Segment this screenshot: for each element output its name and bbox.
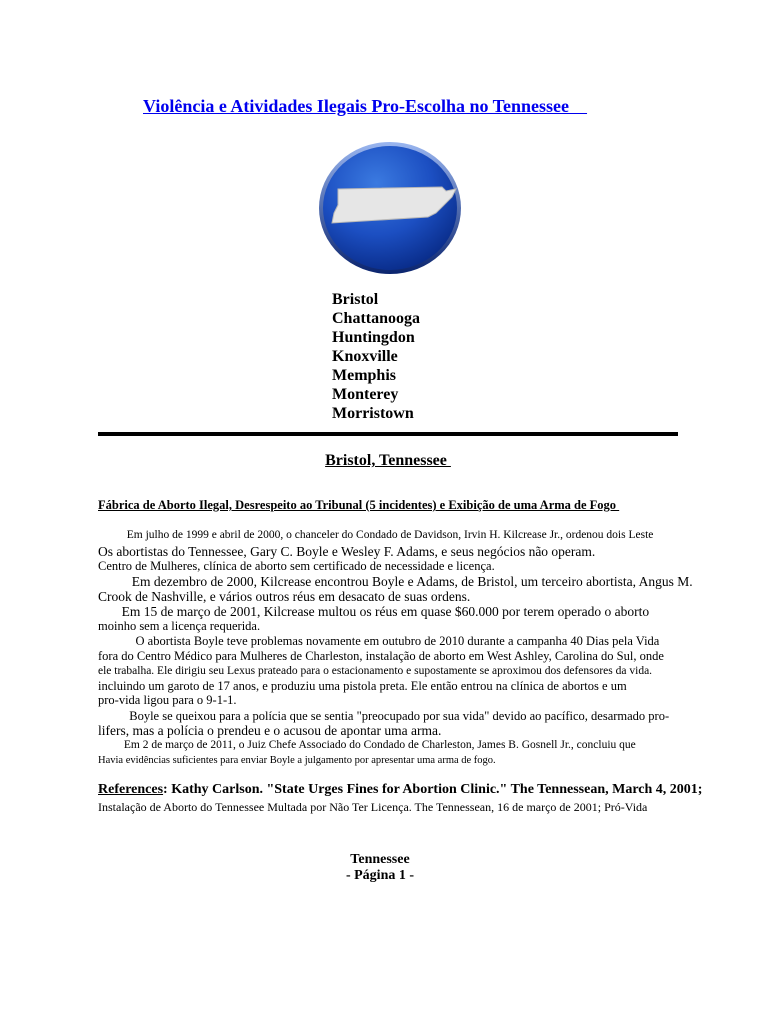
article-line: Em 15 de março de 2001, Kilcrease multou os réus em quase $60.000 por terem operado o aborto [98, 604, 650, 619]
page-title-link[interactable]: Violência e Atividades Ilegais Pro-Escolha no Tennessee [143, 96, 588, 116]
article-line: moinho sem a licença requerida. [98, 619, 261, 633]
article-line: ele trabalha. Ele dirigiu seu Lexus prateado para o estacionamento e supostamente se aproximou dos defensores da vida. [98, 665, 653, 677]
article-subheading: Fábrica de Aborto Ilegal, Desrespeito ao Tribunal (5 incidentes) e Exibição de uma Arma de Fogo [98, 498, 620, 512]
section-heading: Bristol, Tennessee [325, 452, 451, 469]
article-line: incluindo um garoto de 17 anos, e produziu uma pistola preta. Ele então entrou na clínica de abortos e um [98, 679, 627, 693]
article-line: O abortista Boyle teve problemas novamente em outubro de 2010 durante a campanha 40 Dias pela Vida [98, 634, 660, 648]
references-lead: : Kathy Carlson. "State Urges Fines for Abortion Clinic." The Tennessean, March 4, 2001; [163, 782, 703, 797]
city-link-chattanooga[interactable]: Chattanooga [332, 310, 421, 327]
article-line: Em 2 de março de 2011, o Juiz Chefe Associado do Condado de Charleston, James B. Gosnell Jr., concluiu que [98, 739, 636, 751]
article-line: Os abortistas do Tennessee, Gary C. Boyle e Wesley F. Adams, e seus negócios não operam. [98, 544, 596, 559]
page-number: - Página 1 - [345, 868, 415, 883]
article-line: fora do Centro Médico para Mulheres de Charleston, instalação de aborto em West Ashley, Carolina do Sul, onde [98, 649, 664, 663]
article-line: lifers, mas a polícia o prendeu e o acusou de apontar uma arma. [98, 723, 442, 738]
article-line: pro-vida ligou para o 9-1-1. [98, 693, 237, 707]
article-line: Havia evidências suficientes para enviar Boyle a julgamento por apresentar uma arma de fogo. [98, 755, 496, 766]
city-link-huntingdon[interactable]: Huntingdon [332, 329, 415, 346]
horizontal-divider [98, 432, 678, 436]
city-link-monterey[interactable]: Monterey [332, 386, 399, 403]
city-list [332, 290, 420, 423]
references-line [98, 782, 702, 798]
tennessee-map-icon [318, 141, 463, 275]
city-link-knoxville[interactable]: Knoxville [332, 348, 398, 365]
city-link-memphis[interactable]: Memphis [332, 367, 396, 384]
article-line: Em julho de 1999 e abril de 2000, o chanceler do Condado de Davidson, Irvin H. Kilcrease Jr., ordenou dois Leste [98, 529, 654, 541]
city-link-morristown[interactable]: Morristown [332, 405, 414, 422]
article-line: Crook de Nashville, e vários outros réus em desacato de suas ordens. [98, 589, 471, 604]
footer-state: Tennessee [350, 852, 410, 867]
article-line: Boyle se queixou para a polícia que se sentia "preocupado por sua vida" devido ao pacífico, desarmado pro- [98, 709, 670, 723]
references-label: References [98, 782, 164, 797]
article-line: Centro de Mulheres, clínica de aborto sem certificado de necessidade e licença. [98, 559, 495, 573]
references-body: Instalação de Aborto do Tennessee Multada por Não Ter Licença. The Tennessean, 16 de março de 2001; Pró-Vida [98, 800, 648, 814]
city-link-bristol[interactable]: Bristol [332, 291, 379, 308]
article-line: Em dezembro de 2000, Kilcrease encontrou Boyle e Adams, de Bristol, um terceiro abortista, Angus M. [98, 574, 693, 589]
